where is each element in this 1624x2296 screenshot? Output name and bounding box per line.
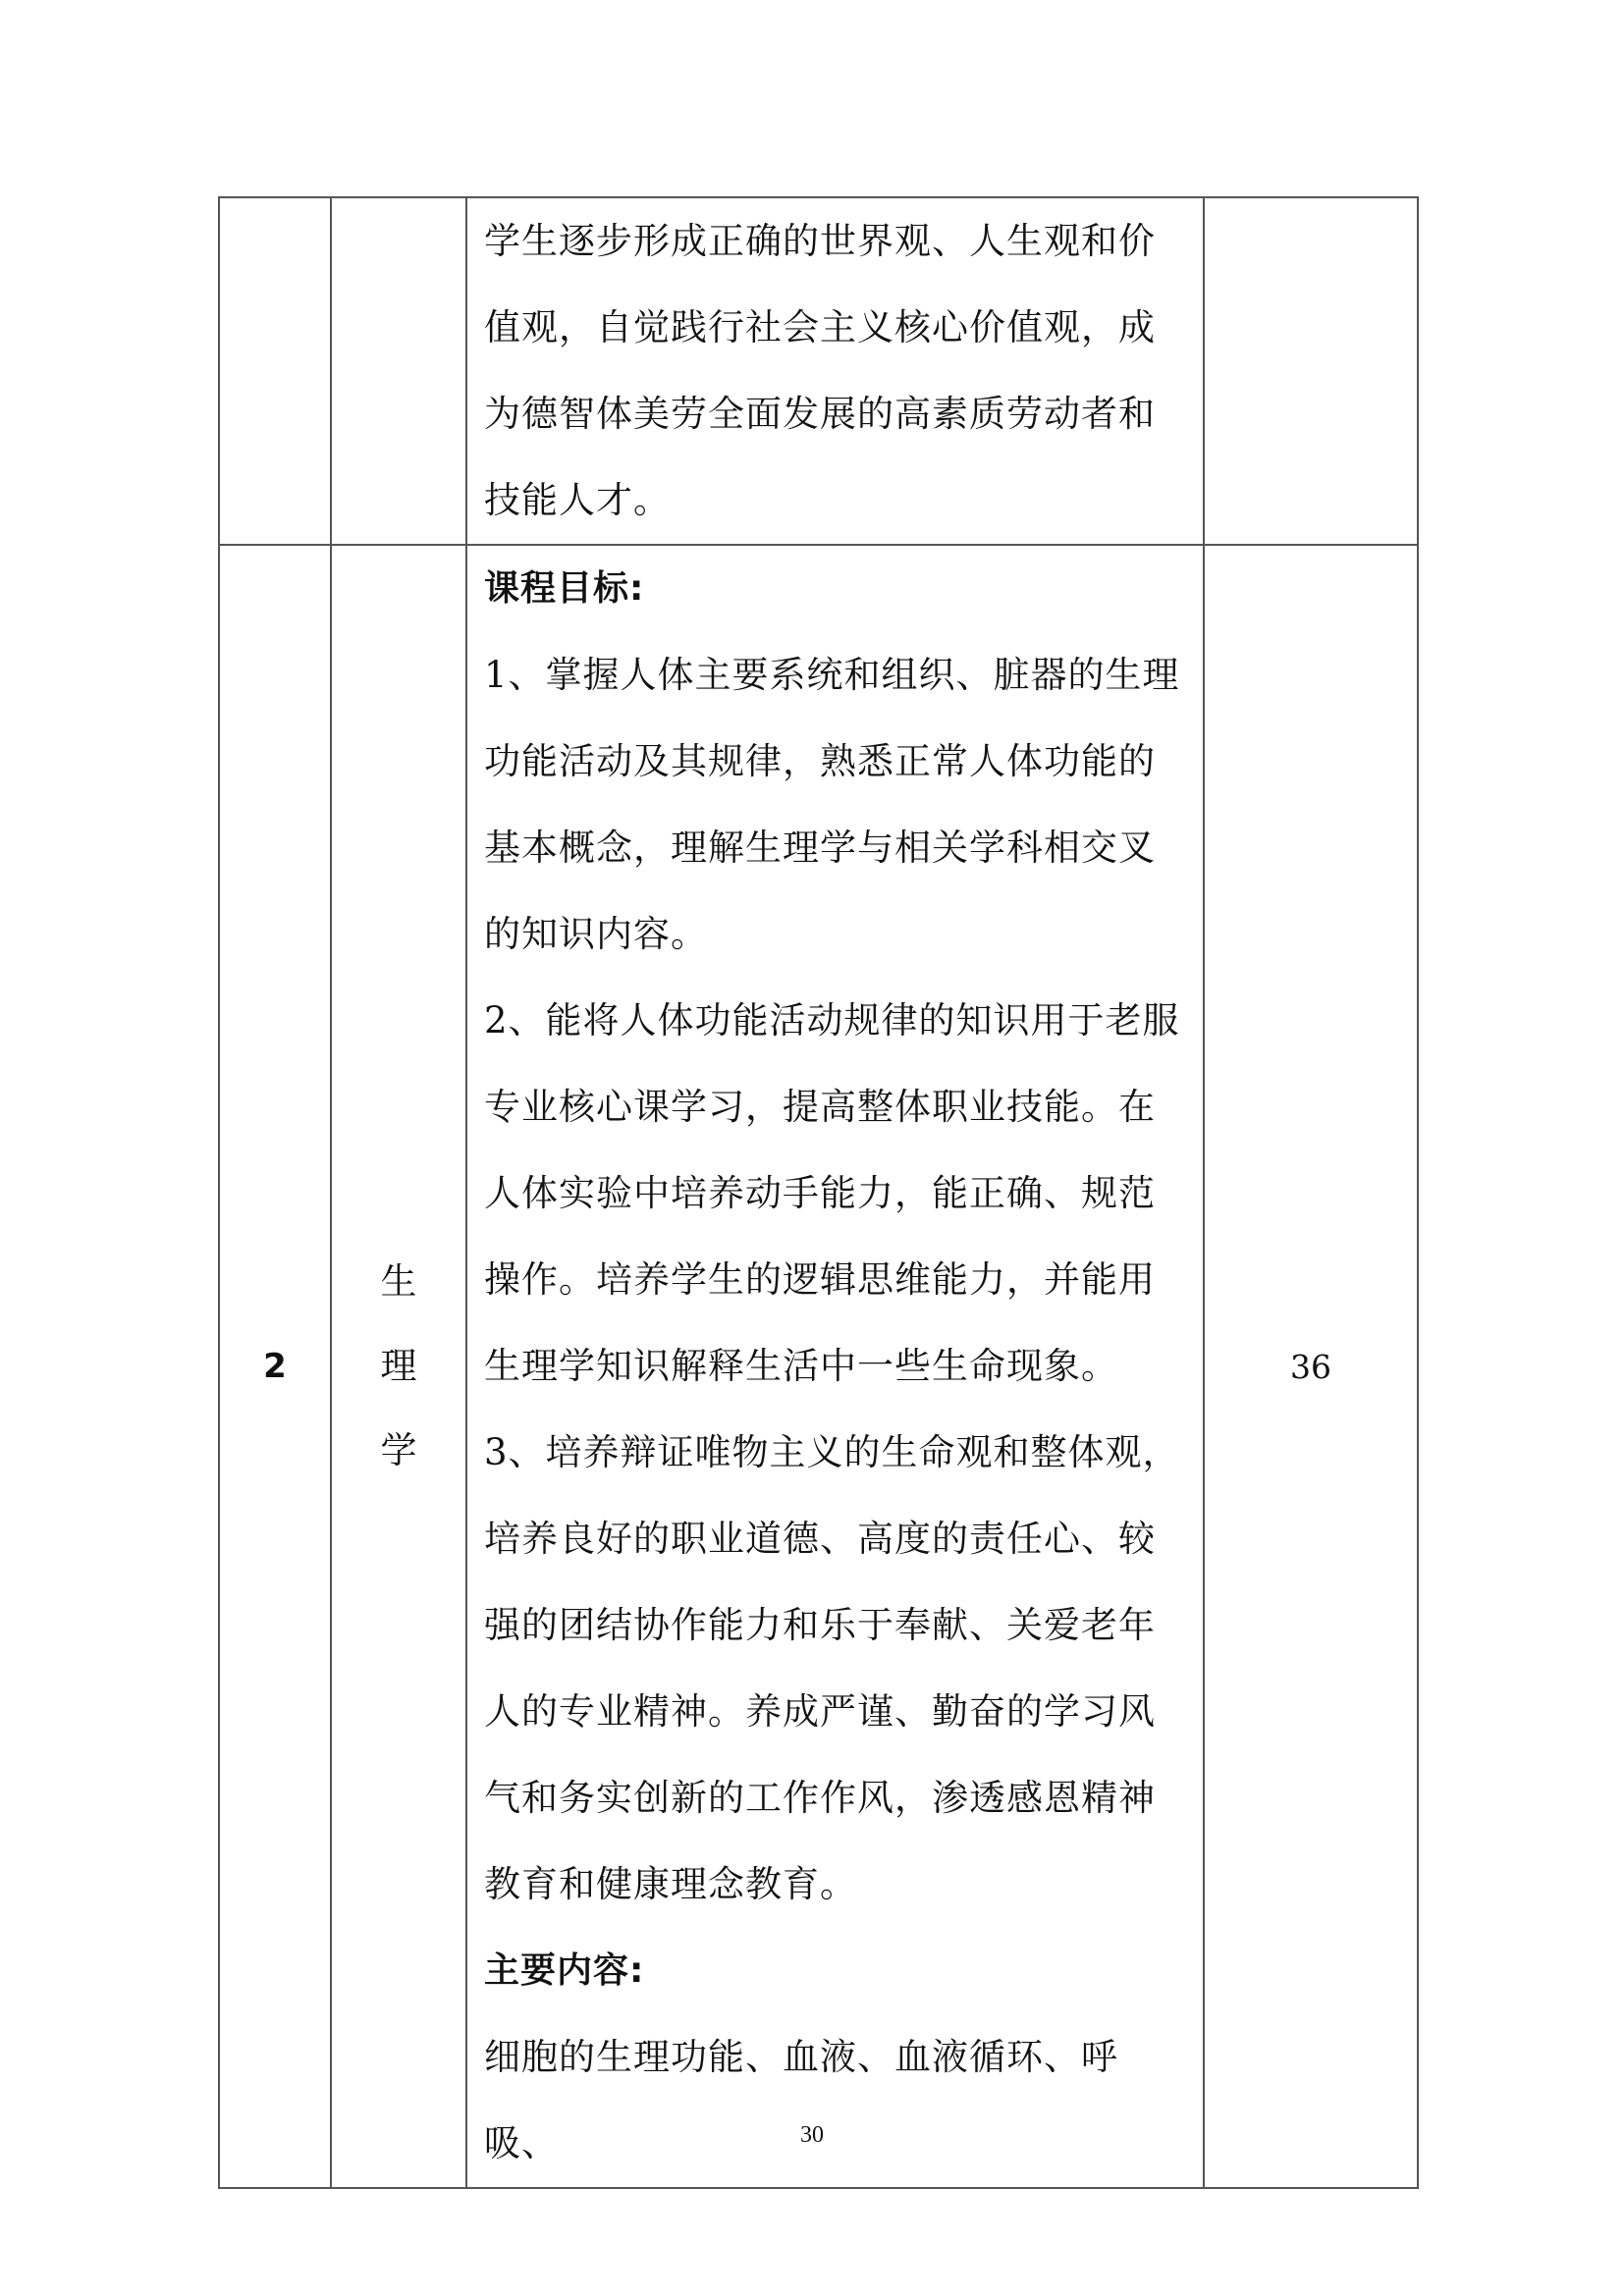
content-text	[467, 546, 1203, 2187]
goal-heading: 课程目标:	[484, 568, 645, 609]
content-heading: 主要内容:	[484, 1950, 645, 1991]
course-table	[218, 196, 1419, 2189]
content-paragraph: 细胞的生理功能、血液、血液循环、呼吸、	[484, 2036, 1118, 2164]
course-name-char: 生	[380, 1260, 417, 1303]
course-table-wrapper	[218, 196, 1417, 2189]
seq-number: 2	[263, 1347, 287, 1386]
seq-cell	[219, 197, 331, 545]
page-number: 30	[800, 2122, 824, 2148]
table-row-physiology	[219, 545, 1418, 2188]
course-name-char: 学	[380, 1429, 417, 1471]
content-text	[467, 198, 1203, 544]
seq-cell	[219, 545, 331, 2188]
hours-cell	[1204, 545, 1418, 2188]
content-cell	[466, 545, 1204, 2188]
content-paragraph: 学生逐步形成正确的世界观、人生观和价值观，自觉践行社会主义核心价值观，成为德智体美劳全面发展的高素质劳动者和技能人才。	[484, 220, 1156, 521]
content-cell	[466, 197, 1204, 545]
hours-cell	[1204, 197, 1418, 545]
hours-value: 36	[1290, 1347, 1331, 1386]
course-name-cell	[331, 545, 466, 2188]
goal-paragraph: 3、培养辩证唯物主义的生命观和整体观，培养良好的职业道德、高度的责任心、较强的团结协作能力和乐于奉献、关爱老年人的专业精神。养成严谨、勤奋的学习风气和务实创新的工作作风，渗透感恩精神教育和健康理念教育。	[484, 1431, 1180, 1905]
goal-paragraph: 1、掌握人体主要系统和组织、脏器的生理功能活动及其规律，熟悉正常人体功能的基本概念，理解生理学与相关学科相交叉的知识内容。	[484, 654, 1180, 955]
course-name-cell	[331, 197, 466, 545]
goal-paragraph: 2、能将人体功能活动规律的知识用于老服专业核心课学习，提高整体职业技能。在人体实验中培养动手能力，能正确、规范操作。培养学生的逻辑思维能力，并能用生理学知识解释生活中一些生命现象。	[484, 999, 1180, 1387]
table-row-continued	[219, 197, 1418, 545]
course-name-char: 理	[380, 1345, 417, 1387]
